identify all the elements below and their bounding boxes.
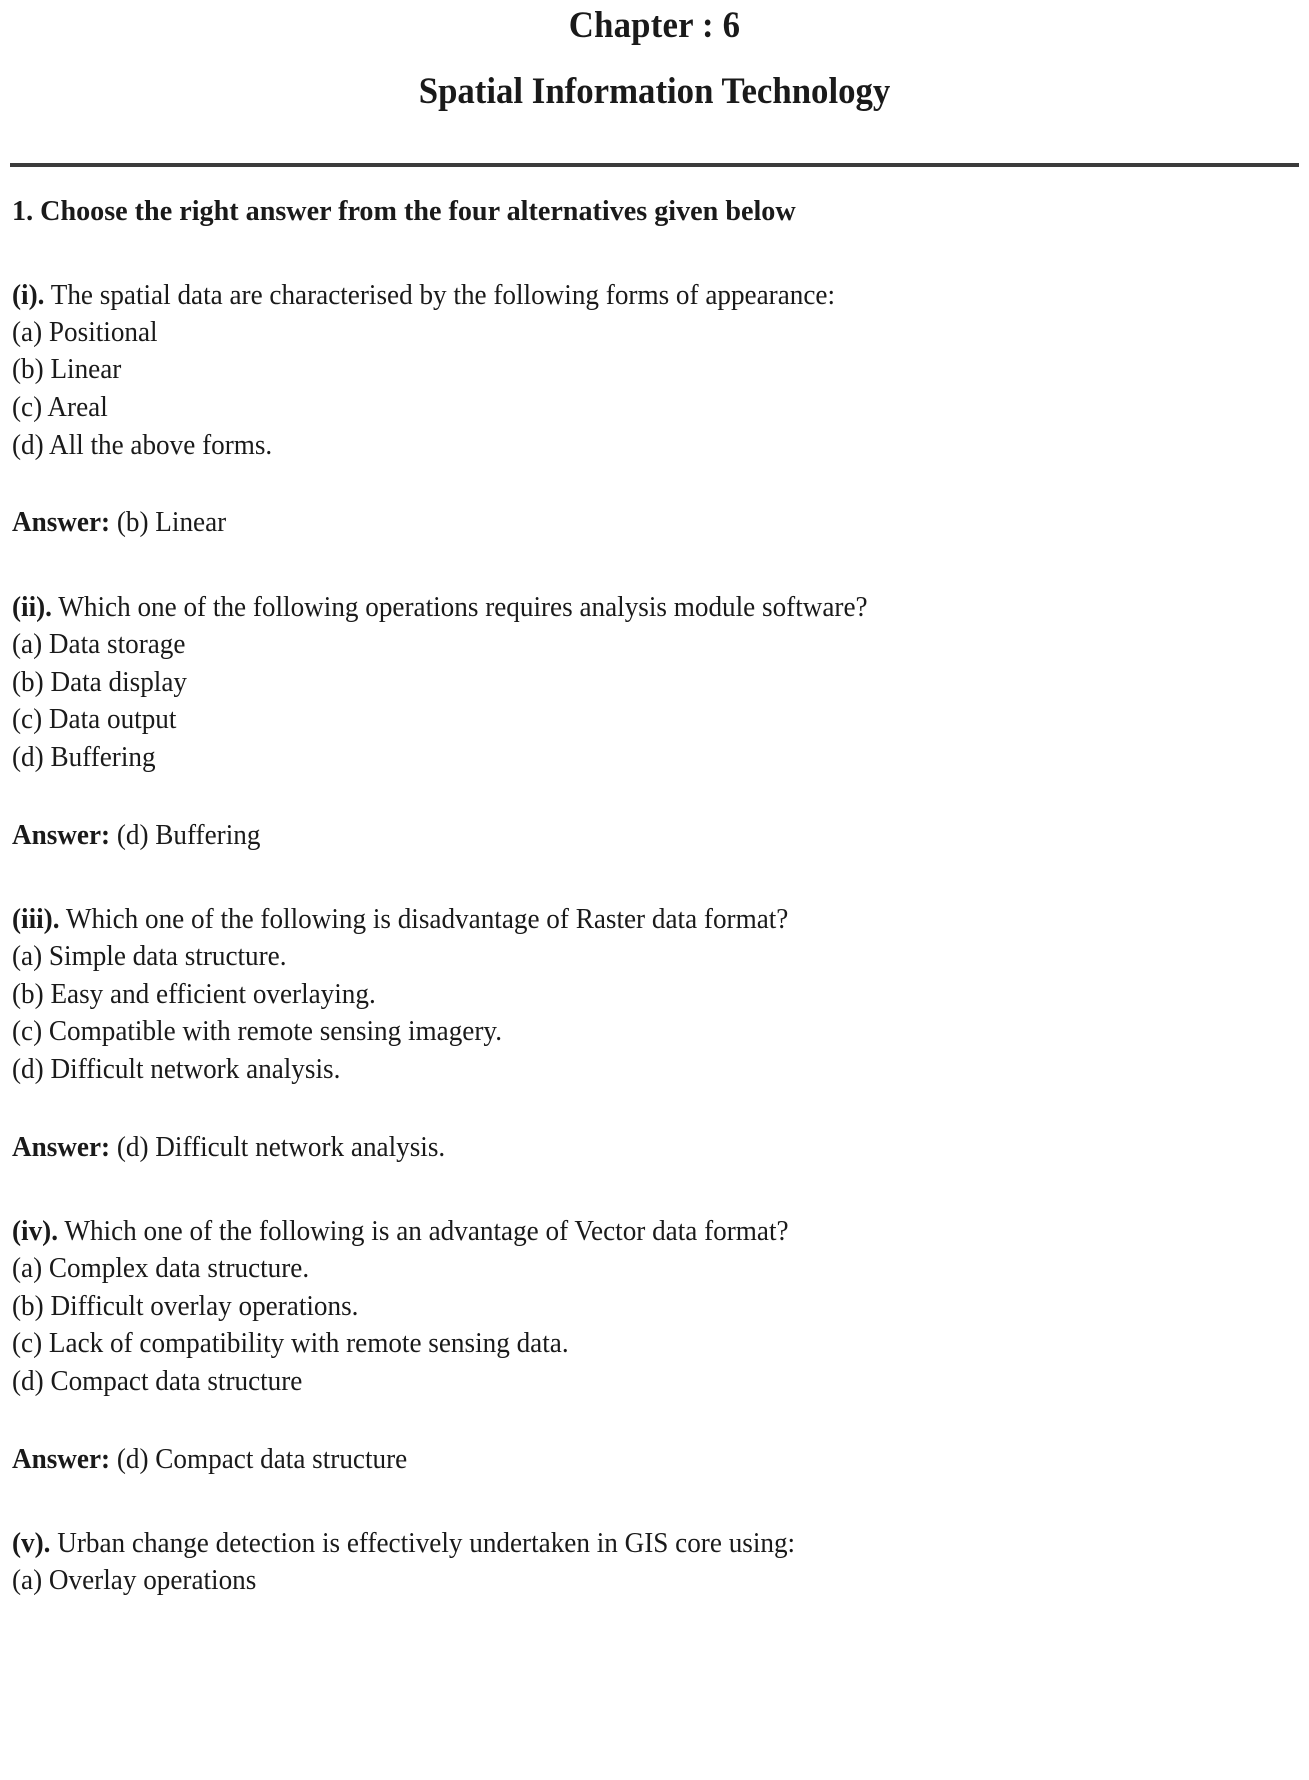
answer-option[interactable]: (d) All the above forms. bbox=[12, 429, 273, 461]
answer-option[interactable]: (c) Lack of compatibility with remote sensing data. bbox=[12, 1328, 569, 1360]
answer-label: Answer: bbox=[12, 819, 111, 851]
answer-line bbox=[12, 504, 1260, 541]
answer-option[interactable]: (d) Difficult network analysis. bbox=[12, 1053, 341, 1085]
answer-label: Answer: bbox=[12, 507, 111, 539]
answer-label: Answer: bbox=[12, 1443, 111, 1475]
answer-option[interactable]: (c) Data output bbox=[12, 704, 177, 736]
answer-option[interactable]: (d) Compact data structure bbox=[12, 1366, 303, 1398]
question-text: Which one of the following is disadvantage of Raster data format? bbox=[65, 903, 789, 935]
answer-line bbox=[12, 1441, 1260, 1478]
question-stem bbox=[12, 1213, 1260, 1250]
question-block bbox=[12, 1525, 1299, 1600]
answer-line bbox=[12, 1129, 1260, 1166]
question-text: Which one of the following is an advantage of Vector data format? bbox=[64, 1215, 789, 1247]
answer-value: (d) Buffering bbox=[116, 819, 261, 851]
question-stem bbox=[12, 901, 1260, 938]
answer-option[interactable]: (c) Compatible with remote sensing imagery. bbox=[12, 1016, 503, 1048]
chapter-subtitle: Spatial Information Technology bbox=[418, 70, 891, 112]
question-stem bbox=[12, 1525, 1260, 1562]
questions-container bbox=[12, 277, 1299, 1600]
answer-value: (d) Difficult network analysis. bbox=[116, 1131, 446, 1163]
question-text: Urban change detection is effectively undertaken in GIS core using: bbox=[57, 1527, 796, 1559]
question-number: (ii). bbox=[12, 591, 52, 623]
answer-value: (b) Linear bbox=[116, 507, 227, 539]
answer-option[interactable]: (d) Buffering bbox=[12, 741, 156, 773]
question-text: Which one of the following operations requires analysis module software? bbox=[58, 591, 868, 623]
answer-value: (d) Compact data structure bbox=[116, 1443, 408, 1475]
question-stem bbox=[12, 589, 1260, 626]
answer-option[interactable]: (b) Difficult overlay operations. bbox=[12, 1290, 359, 1322]
answer-option[interactable]: (a) Positional bbox=[12, 316, 158, 348]
answer-label: Answer: bbox=[12, 1131, 111, 1163]
answer-option[interactable]: (c) Areal bbox=[12, 392, 108, 424]
answer-option[interactable]: (b) Data display bbox=[12, 666, 187, 698]
question-number: (iii). bbox=[12, 903, 60, 935]
question-stem bbox=[12, 277, 1260, 314]
title-block bbox=[10, 0, 1299, 167]
answer-option[interactable]: (a) Complex data structure. bbox=[12, 1253, 310, 1285]
question-number: (iv). bbox=[12, 1215, 59, 1247]
answer-option[interactable]: (b) Linear bbox=[12, 354, 122, 386]
question-block bbox=[12, 589, 1299, 854]
answer-option[interactable]: (a) Data storage bbox=[12, 628, 186, 660]
question-block bbox=[12, 1213, 1299, 1478]
question-block bbox=[12, 277, 1299, 542]
chapter-title: Chapter : 6 bbox=[568, 5, 741, 46]
question-number: (i). bbox=[12, 279, 45, 311]
answer-option[interactable]: (a) Simple data structure. bbox=[12, 940, 287, 972]
section-heading: 1. Choose the right answer from the four alternatives given below bbox=[12, 195, 796, 228]
answer-option[interactable]: (a) Overlay operations bbox=[12, 1565, 257, 1597]
answer-line bbox=[12, 817, 1260, 854]
question-number: (v). bbox=[12, 1527, 51, 1559]
answer-option[interactable]: (b) Easy and efficient overlaying. bbox=[12, 978, 376, 1010]
question-text: The spatial data are characterised by the following forms of appearance: bbox=[50, 279, 835, 311]
question-block bbox=[12, 901, 1299, 1166]
document-body bbox=[10, 167, 1299, 1600]
